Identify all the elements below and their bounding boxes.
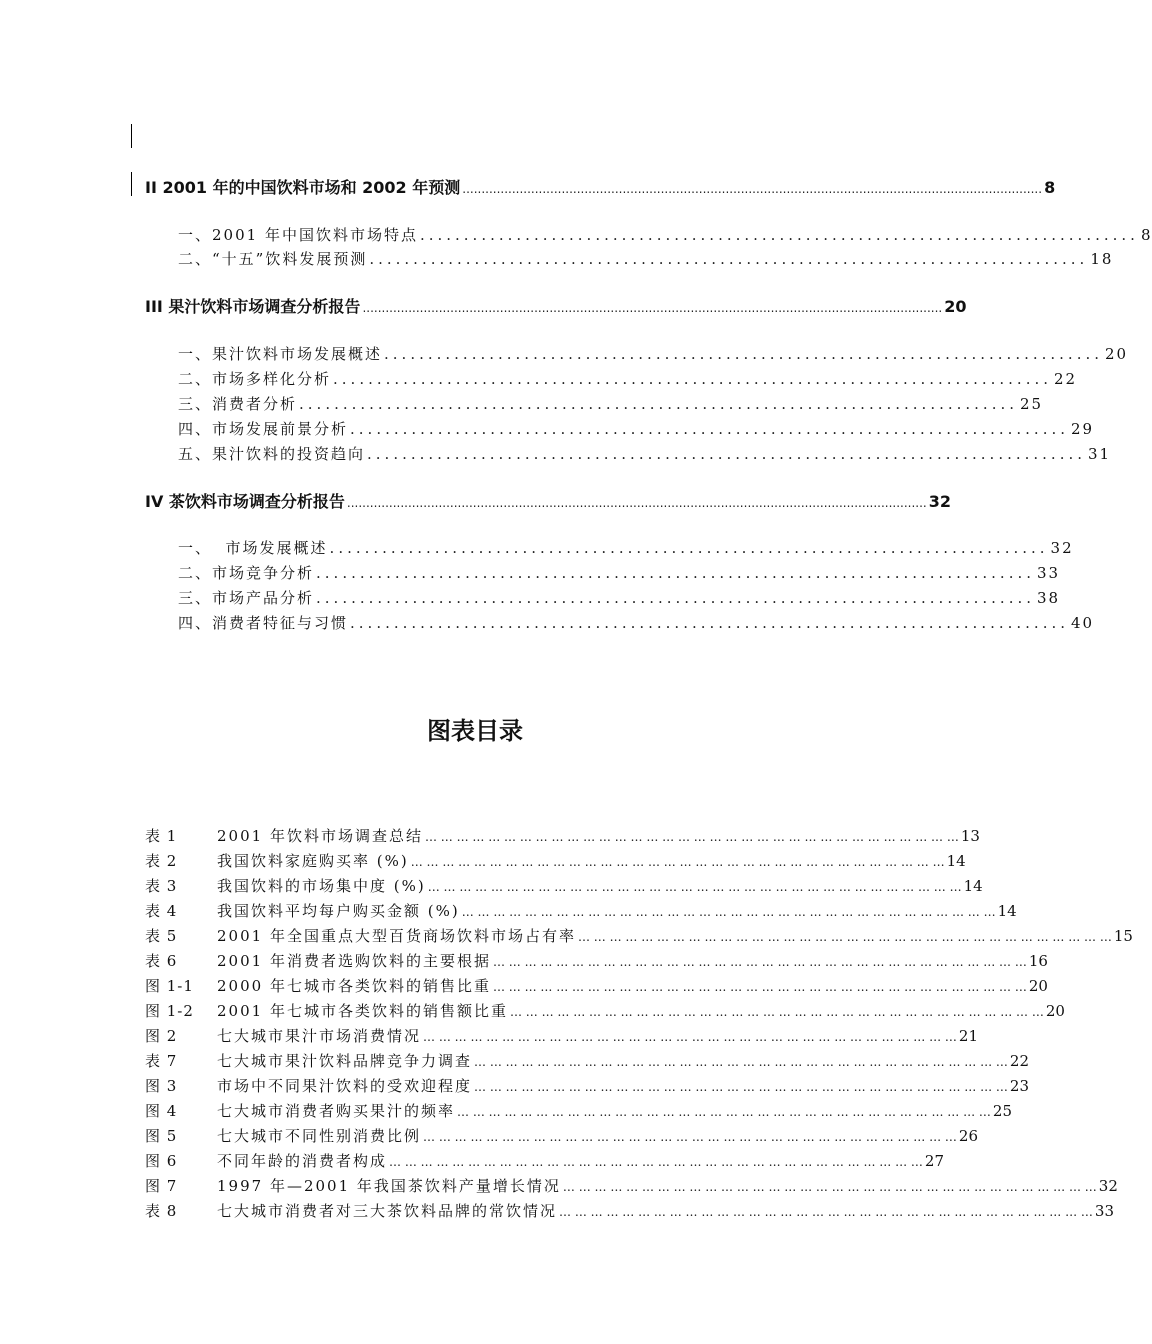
figure-tag: 表 5: [145, 927, 178, 945]
toc-page-number: 22: [1054, 370, 1078, 388]
figure-page-number: 15: [1113, 927, 1133, 945]
figure-leader-dots: … … … … … … … … … … … … … … … … … … … … … … … … … … … … … … … … … …: [492, 955, 1027, 969]
toc-section-ii[interactable]: [145, 175, 1056, 198]
figure-entry[interactable]: [145, 1100, 1012, 1121]
figure-page-number: 23: [1009, 1077, 1029, 1095]
toc-item[interactable]: [178, 443, 1112, 464]
toc-page-number: 18: [1090, 250, 1114, 268]
figure-caption: 我国饮料的市场集中度 (%): [217, 877, 426, 895]
toc-section-label: IV 茶饮料市场调查分析报告: [145, 492, 345, 511]
toc-page-number: 31: [1088, 445, 1112, 463]
figure-tag: 表 2: [145, 852, 178, 870]
toc-leader-dots: ..................................................................................: [299, 395, 1018, 413]
figure-tag: 图 1-1: [145, 977, 194, 995]
toc-leader-dots: ..................................................................................: [367, 445, 1086, 463]
toc-section-iii[interactable]: [145, 294, 967, 317]
figure-caption: 七大城市果汁市场消费情况: [217, 1027, 422, 1045]
figure-tag: 图 7: [145, 1177, 178, 1195]
figure-caption: 七大城市不同性别消费比例: [217, 1127, 422, 1145]
figure-leader-dots: … … … … … … … … … … … … … … … … … … … … … … … … … … … … … … … … … …: [474, 1055, 1008, 1069]
toc-item-label: 二、市场竞争分析: [178, 564, 315, 582]
figure-page-number: 14: [946, 852, 966, 870]
toc-item[interactable]: [178, 248, 1114, 269]
toc-item[interactable]: [178, 537, 1074, 558]
toc-item-label: 一、 市场发展概述: [178, 539, 328, 557]
figure-caption: 1997 年—2001 年我国茶饮料产量增长情况: [217, 1177, 561, 1195]
toc-item-label: 一、2001 年中国饮料市场特点: [178, 226, 418, 244]
toc-leader-dots: ..................................................................................: [350, 420, 1069, 438]
toc-leader-dots: ..................................................................................: [369, 250, 1089, 268]
figure-leader-dots: … … … … … … … … … … … … … … … … … … … … … … … … … … … … … … … … … …: [492, 980, 1027, 994]
margin-rule-top: [131, 124, 132, 148]
figure-page-number: 27: [924, 1152, 944, 1170]
figure-leader-dots: … … … … … … … … … … … … … … … … … … … … … … … … … … … … … … … … … …: [427, 880, 962, 894]
figure-leader-dots: … … … … … … … … … … … … … … … … … … … … … … … … … … … … … … … … … …: [461, 905, 996, 919]
figure-entry[interactable]: [145, 1125, 978, 1146]
toc-leader-dots: ..................................................................................: [419, 226, 1139, 244]
figure-tag: 表 8: [145, 1202, 178, 1220]
toc-item[interactable]: [178, 562, 1061, 583]
toc-leader-dots: ........................................................................................................................................................: [346, 496, 927, 510]
figure-entry[interactable]: [145, 1175, 1118, 1196]
toc-item[interactable]: [178, 224, 1152, 245]
figure-tag: 表 6: [145, 952, 178, 970]
figure-entry[interactable]: [145, 950, 1048, 971]
toc-leader-dots: ..................................................................................: [316, 564, 1035, 582]
figure-entry[interactable]: [145, 925, 1133, 946]
figure-leader-dots: … … … … … … … … … … … … … … … … … … … … … … … … … … … … … … … … … …: [389, 1155, 923, 1169]
figure-leader-dots: … … … … … … … … … … … … … … … … … … … … … … … … … … … … … … … … … …: [562, 1180, 1097, 1194]
figure-leader-dots: … … … … … … … … … … … … … … … … … … … … … … … … … … … … … … … … … …: [474, 1080, 1008, 1094]
toc-page-number: 20: [1105, 345, 1129, 363]
toc-page-number: 25: [1020, 395, 1044, 413]
toc-section-label: III 果汁饮料市场调查分析报告: [145, 297, 361, 316]
figure-entry[interactable]: [145, 875, 983, 896]
figure-caption: 2001 年全国重点大型百货商场饮料市场占有率: [217, 927, 576, 945]
toc-page-number: 8: [1140, 226, 1152, 244]
figure-entry[interactable]: [145, 1025, 978, 1046]
figure-caption: 我国饮料家庭购买率 (%): [217, 852, 409, 870]
figure-page-number: 22: [1009, 1052, 1029, 1070]
figure-entry[interactable]: [145, 1150, 944, 1171]
figure-leader-dots: … … … … … … … … … … … … … … … … … … … … … … … … … … … … … … … … … …: [509, 1005, 1044, 1019]
figure-caption: 不同年龄的消费者构成: [217, 1152, 388, 1170]
figure-page-number: 21: [958, 1027, 978, 1045]
figure-tag: 图 4: [145, 1102, 178, 1120]
toc-leader-dots: ..................................................................................: [350, 614, 1069, 632]
figures-heading: 图表目录: [427, 717, 523, 745]
figure-tag: 图 3: [145, 1077, 178, 1095]
toc-section-iv[interactable]: [145, 489, 951, 512]
toc-section-label: II 2001 年的中国饮料市场和 2002 年预测: [145, 178, 461, 197]
toc-page-number: 32: [928, 492, 951, 511]
toc-item-label: 四、市场发展前景分析: [178, 420, 349, 438]
figure-caption: 市场中不同果汁饮料的受欢迎程度: [217, 1077, 473, 1095]
toc-page-number: 29: [1071, 420, 1095, 438]
figure-leader-dots: … … … … … … … … … … … … … … … … … … … … … … … … … … … … … … … … … …: [559, 1205, 1093, 1219]
toc-item[interactable]: [178, 587, 1061, 608]
figure-leader-dots: … … … … … … … … … … … … … … … … … … … … … … … … … … … … … … … … … …: [423, 1130, 957, 1144]
figure-caption: 我国饮料平均每户购买金额 (%): [217, 902, 460, 920]
toc-leader-dots: ........................................................................................................................................................: [362, 301, 943, 315]
toc-leader-dots: ..................................................................................: [316, 589, 1035, 607]
toc-leader-dots: ..................................................................................: [384, 345, 1103, 363]
figure-page-number: 33: [1094, 1202, 1114, 1220]
figure-entry[interactable]: [145, 900, 1017, 921]
figure-entry[interactable]: [145, 850, 966, 871]
toc-leader-dots: ........................................................................................................................................................: [462, 182, 1043, 196]
figure-tag: 表 7: [145, 1052, 178, 1070]
toc-page-number: 33: [1037, 564, 1061, 582]
toc-page-number: 8: [1044, 178, 1056, 197]
figure-tag: 图 1-2: [145, 1002, 194, 1020]
toc-page-number: 20: [944, 297, 967, 316]
toc-page-number: 38: [1037, 589, 1061, 607]
toc-leader-dots: ..................................................................................: [329, 539, 1049, 557]
figure-entry[interactable]: [145, 1000, 1065, 1021]
figure-caption: 七大城市消费者对三大茶饮料品牌的常饮情况: [217, 1202, 558, 1220]
toc-item-label: 五、果汁饮料的投资趋向: [178, 445, 366, 463]
figure-caption: 2000 年七城市各类饮料的销售比重: [217, 977, 491, 995]
toc-page-number: 32: [1050, 539, 1074, 557]
figure-page-number: 26: [958, 1127, 978, 1145]
figure-page-number: 14: [997, 902, 1017, 920]
figure-page-number: 13: [960, 827, 980, 845]
toc-item[interactable]: [178, 343, 1129, 364]
figure-caption: 2001 年消费者选购饮料的主要根据: [217, 952, 491, 970]
toc-item[interactable]: [178, 393, 1044, 414]
toc-item-label: 一、果汁饮料市场发展概述: [178, 345, 383, 363]
toc-item-label: 二、市场多样化分析: [178, 370, 332, 388]
figure-tag: 表 4: [145, 902, 178, 920]
toc-leader-dots: ..................................................................................: [333, 370, 1052, 388]
figure-entry[interactable]: [145, 1075, 1029, 1096]
toc-item[interactable]: [178, 612, 1095, 633]
figure-entry[interactable]: [145, 975, 1048, 996]
figure-leader-dots: … … … … … … … … … … … … … … … … … … … … … … … … … … … … … … … … … …: [577, 930, 1112, 944]
figure-leader-dots: … … … … … … … … … … … … … … … … … … … … … … … … … … … … … … … … … …: [410, 855, 945, 869]
figure-leader-dots: … … … … … … … … … … … … … … … … … … … … … … … … … … … … … … … … … …: [424, 830, 959, 844]
toc-item-label: 三、市场产品分析: [178, 589, 315, 607]
toc-item-label: 二、“十五”饮料发展预测: [178, 250, 368, 268]
figure-leader-dots: … … … … … … … … … … … … … … … … … … … … … … … … … … … … … … … … … …: [457, 1105, 991, 1119]
figure-caption: 七大城市果汁饮料品牌竞争力调查: [217, 1052, 473, 1070]
figure-tag: 图 6: [145, 1152, 178, 1170]
figure-leader-dots: … … … … … … … … … … … … … … … … … … … … … … … … … … … … … … … … … …: [423, 1030, 957, 1044]
toc-item[interactable]: [178, 368, 1078, 389]
figure-page-number: 14: [963, 877, 983, 895]
figure-page-number: 16: [1028, 952, 1048, 970]
figure-tag: 图 2: [145, 1027, 178, 1045]
figure-page-number: 25: [992, 1102, 1012, 1120]
figure-entry[interactable]: [145, 1200, 1114, 1221]
figure-page-number: 20: [1045, 1002, 1065, 1020]
figure-entry[interactable]: [145, 825, 980, 846]
toc-item-label: 四、消费者特征与习惯: [178, 614, 349, 632]
figure-tag: 图 5: [145, 1127, 178, 1145]
figure-tag: 表 3: [145, 877, 178, 895]
figure-caption: 七大城市消费者购买果汁的频率: [217, 1102, 456, 1120]
toc-item-label: 三、消费者分析: [178, 395, 298, 413]
figure-tag: 表 1: [145, 827, 178, 845]
figure-entry[interactable]: [145, 1050, 1029, 1071]
figure-page-number: 20: [1028, 977, 1048, 995]
figure-caption: 2001 年饮料市场调查总结: [217, 827, 423, 845]
toc-item[interactable]: [178, 418, 1095, 439]
margin-rule-mid: [131, 172, 132, 196]
toc-page-number: 40: [1071, 614, 1095, 632]
figure-page-number: 32: [1098, 1177, 1118, 1195]
figure-caption: 2001 年七城市各类饮料的销售额比重: [217, 1002, 508, 1020]
